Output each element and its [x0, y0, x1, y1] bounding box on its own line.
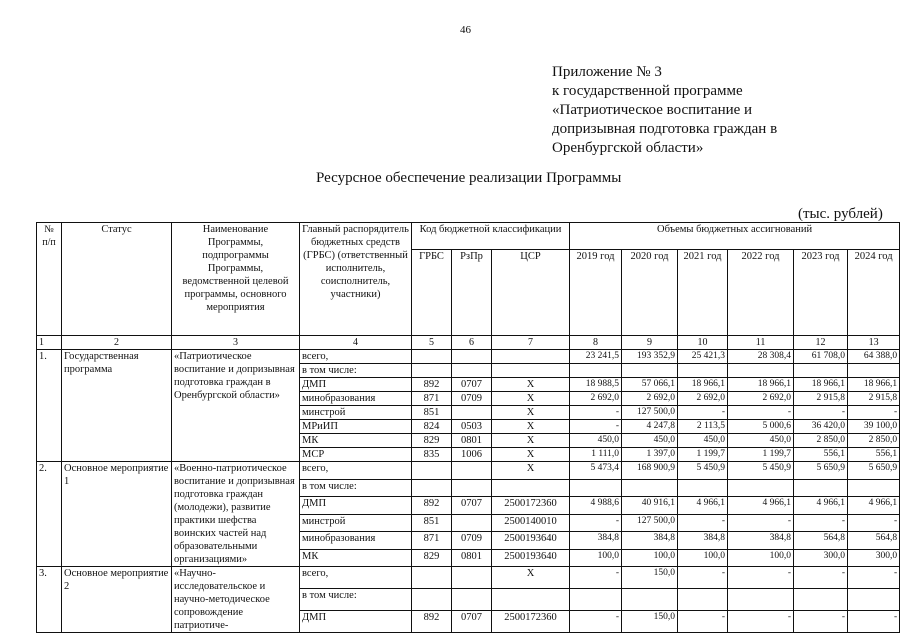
- header-status: Статус: [62, 223, 172, 336]
- row-csr-code: Х: [492, 567, 570, 589]
- row-amount: 150,0: [622, 611, 678, 633]
- row-executor: ДМП: [300, 611, 412, 633]
- table-row: [37, 462, 900, 480]
- row-amount: 4 966,1: [848, 497, 900, 515]
- row-amount: 61 708,0: [794, 350, 848, 364]
- row-grbs-code: 871: [412, 392, 452, 406]
- row-rzpr-code: [452, 462, 492, 480]
- header-year: 2021 год: [678, 250, 728, 336]
- row-csr-code: Х: [492, 462, 570, 480]
- table-row: [37, 567, 900, 589]
- row-grbs-code: [412, 462, 452, 480]
- row-amount: -: [678, 611, 728, 633]
- row-amount: 5 650,9: [794, 462, 848, 480]
- row-amount: [848, 364, 900, 378]
- row-status: Государственная программа: [62, 350, 172, 462]
- row-amount: 384,8: [678, 532, 728, 550]
- row-amount: 300,0: [848, 549, 900, 567]
- row-csr-code: 2500172360: [492, 497, 570, 515]
- row-amount: 2 850,0: [848, 434, 900, 448]
- row-amount: 18 988,5: [570, 378, 622, 392]
- row-amount: -: [794, 611, 848, 633]
- row-amount: -: [570, 406, 622, 420]
- row-executor: в том числе:: [300, 479, 412, 497]
- row-amount: -: [848, 611, 900, 633]
- row-name: «Патриотическое воспитание и допризывная подготовка граждан в Оренбургской области»: [172, 350, 300, 462]
- header-volumes-group: Объемы бюджетных ассигнований: [570, 223, 900, 250]
- row-amount: [728, 364, 794, 378]
- row-amount: -: [570, 611, 622, 633]
- row-csr-code: [492, 589, 570, 611]
- row-amount: 556,1: [794, 448, 848, 462]
- row-amount: [848, 589, 900, 611]
- row-amount: [848, 479, 900, 497]
- header-year: 2019 год: [570, 250, 622, 336]
- row-amount: -: [728, 567, 794, 589]
- appendix-line: «Патриотическое воспитание и: [552, 102, 753, 118]
- row-amount: 36 420,0: [794, 420, 848, 434]
- row-grbs-code: 892: [412, 378, 452, 392]
- row-amount: [622, 589, 678, 611]
- column-number: 8: [570, 336, 622, 350]
- appendix-line: к государственной программе: [552, 83, 743, 99]
- row-amount: 100,0: [678, 549, 728, 567]
- row-csr-code: [492, 364, 570, 378]
- header-csr: ЦСР: [492, 250, 570, 336]
- row-rzpr-code: [452, 567, 492, 589]
- row-csr-code: 2500140010: [492, 514, 570, 532]
- row-amount: 4 966,1: [728, 497, 794, 515]
- row-amount: -: [678, 406, 728, 420]
- row-grbs-code: [412, 589, 452, 611]
- row-executor: МРиИП: [300, 420, 412, 434]
- row-amount: 384,8: [728, 532, 794, 550]
- row-amount: -: [848, 406, 900, 420]
- row-amount: -: [794, 567, 848, 589]
- column-number: 1: [37, 336, 62, 350]
- row-csr-code: Х: [492, 406, 570, 420]
- row-amount: 64 388,0: [848, 350, 900, 364]
- row-amount: 1 199,7: [728, 448, 794, 462]
- row-amount: -: [848, 567, 900, 589]
- row-amount: [794, 589, 848, 611]
- column-number: 10: [678, 336, 728, 350]
- row-amount: [794, 364, 848, 378]
- column-number: 11: [728, 336, 794, 350]
- column-number: 13: [848, 336, 900, 350]
- row-amount: [570, 479, 622, 497]
- row-grbs-code: 892: [412, 497, 452, 515]
- row-rzpr-code: 0801: [452, 434, 492, 448]
- row-amount: -: [678, 567, 728, 589]
- row-amount: [794, 479, 848, 497]
- row-amount: 1 199,7: [678, 448, 728, 462]
- row-amount: 2 915,8: [794, 392, 848, 406]
- row-rzpr-code: 0709: [452, 532, 492, 550]
- row-amount: 127 500,0: [622, 514, 678, 532]
- row-amount: [678, 364, 728, 378]
- row-amount: [728, 479, 794, 497]
- row-name: «Военно-патриотическое воспитание и допризывная подготовка граждан (молодежи), развитие практики шефства воинских частей над образовательными организациями»: [172, 462, 300, 567]
- row-executor: в том числе:: [300, 589, 412, 611]
- row-executor: минстрой: [300, 514, 412, 532]
- header-grbs-main: Главный распорядитель бюджетных средств (ГРБС) (ответственный исполнитель, соисполнитель, участники): [300, 223, 412, 336]
- row-rzpr-code: 1006: [452, 448, 492, 462]
- column-number: 4: [300, 336, 412, 350]
- row-amount: 57 066,1: [622, 378, 678, 392]
- row-executor: МК: [300, 549, 412, 567]
- row-grbs-code: [412, 479, 452, 497]
- row-amount: 4 966,1: [678, 497, 728, 515]
- row-amount: [622, 479, 678, 497]
- row-amount: 100,0: [728, 549, 794, 567]
- appendix-line: Приложение № 3: [552, 64, 662, 80]
- appendix-line: допризывная подготовка граждан в: [552, 121, 778, 137]
- column-number: 12: [794, 336, 848, 350]
- row-executor: минобразования: [300, 532, 412, 550]
- row-amount: 25 421,3: [678, 350, 728, 364]
- row-amount: [622, 364, 678, 378]
- row-rzpr-code: [452, 364, 492, 378]
- header-year: 2022 год: [728, 250, 794, 336]
- row-amount: 100,0: [622, 549, 678, 567]
- row-amount: 40 916,1: [622, 497, 678, 515]
- row-amount: 556,1: [848, 448, 900, 462]
- row-csr-code: Х: [492, 392, 570, 406]
- row-rzpr-code: 0709: [452, 392, 492, 406]
- row-rzpr-code: [452, 589, 492, 611]
- row-amount: 384,8: [622, 532, 678, 550]
- row-rzpr-code: 0801: [452, 549, 492, 567]
- row-amount: 39 100,0: [848, 420, 900, 434]
- row-amount: 28 308,4: [728, 350, 794, 364]
- row-amount: 18 966,1: [728, 378, 794, 392]
- column-number-row: [37, 336, 900, 350]
- row-csr-code: [492, 350, 570, 364]
- header-year: 2023 год: [794, 250, 848, 336]
- row-amount: -: [570, 514, 622, 532]
- row-grbs-code: 824: [412, 420, 452, 434]
- row-amount: 18 966,1: [794, 378, 848, 392]
- row-amount: 2 692,0: [570, 392, 622, 406]
- column-number: 3: [172, 336, 300, 350]
- appendix-caption: [552, 63, 777, 158]
- header-year: 2024 год: [848, 250, 900, 336]
- row-grbs-code: 871: [412, 532, 452, 550]
- row-amount: -: [678, 514, 728, 532]
- row-grbs-code: [412, 364, 452, 378]
- row-executor: всего,: [300, 462, 412, 480]
- row-number: 3.: [37, 567, 62, 633]
- header-rzpr: РзПр: [452, 250, 492, 336]
- header-grbs: ГРБС: [412, 250, 452, 336]
- row-amount: -: [848, 514, 900, 532]
- row-amount: 23 241,5: [570, 350, 622, 364]
- row-number: 2.: [37, 462, 62, 567]
- page-number: 46: [460, 24, 471, 36]
- row-amount: 4 966,1: [794, 497, 848, 515]
- row-csr-code: Х: [492, 448, 570, 462]
- row-amount: 2 692,0: [678, 392, 728, 406]
- row-amount: 193 352,9: [622, 350, 678, 364]
- row-amount: 564,8: [848, 532, 900, 550]
- row-amount: -: [794, 406, 848, 420]
- row-executor: минобразования: [300, 392, 412, 406]
- column-number: 7: [492, 336, 570, 350]
- resource-table: [36, 222, 900, 633]
- units-label: (тыс. рублей): [798, 206, 883, 222]
- row-csr-code: Х: [492, 434, 570, 448]
- row-amount: 1 111,0: [570, 448, 622, 462]
- row-amount: -: [794, 514, 848, 532]
- row-csr-code: 2500193640: [492, 532, 570, 550]
- row-csr-code: [492, 479, 570, 497]
- row-amount: 5 450,9: [728, 462, 794, 480]
- row-amount: -: [570, 420, 622, 434]
- column-number: 9: [622, 336, 678, 350]
- row-amount: 100,0: [570, 549, 622, 567]
- row-status: Основное мероприятие 2: [62, 567, 172, 633]
- row-amount: [570, 364, 622, 378]
- row-csr-code: Х: [492, 420, 570, 434]
- row-grbs-code: 835: [412, 448, 452, 462]
- row-amount: [728, 589, 794, 611]
- row-amount: 168 900,9: [622, 462, 678, 480]
- header-year: 2020 год: [622, 250, 678, 336]
- header-row-top: [37, 223, 900, 250]
- row-amount: 18 966,1: [848, 378, 900, 392]
- row-executor: МСР: [300, 448, 412, 462]
- row-grbs-code: 851: [412, 514, 452, 532]
- header-code-group: Код бюджетной классификации: [412, 223, 570, 250]
- row-amount: 450,0: [728, 434, 794, 448]
- row-executor: МК: [300, 434, 412, 448]
- row-amount: 450,0: [622, 434, 678, 448]
- row-amount: -: [728, 406, 794, 420]
- appendix-line: Оренбургской области»: [552, 140, 704, 156]
- row-amount: [570, 589, 622, 611]
- row-executor: в том числе:: [300, 364, 412, 378]
- row-amount: 4 988,6: [570, 497, 622, 515]
- row-csr-code: 2500193640: [492, 549, 570, 567]
- document-title: Ресурсное обеспечение реализации Программы: [316, 170, 622, 186]
- row-amount: 2 850,0: [794, 434, 848, 448]
- row-amount: 2 113,5: [678, 420, 728, 434]
- row-number: 1.: [37, 350, 62, 462]
- row-grbs-code: [412, 350, 452, 364]
- row-amount: 5 650,9: [848, 462, 900, 480]
- row-amount: 450,0: [570, 434, 622, 448]
- row-csr-code: 2500172360: [492, 611, 570, 633]
- table-row: [37, 350, 900, 364]
- row-rzpr-code: 0707: [452, 378, 492, 392]
- row-amount: 564,8: [794, 532, 848, 550]
- row-rzpr-code: 0707: [452, 611, 492, 633]
- row-amount: 150,0: [622, 567, 678, 589]
- row-name: «Научно-исследовательское и научно-методическое сопровождение патриотиче-: [172, 567, 300, 633]
- row-status: Основное мероприятие 1: [62, 462, 172, 567]
- row-executor: всего,: [300, 567, 412, 589]
- header-num: № п/п: [37, 223, 62, 336]
- row-amount: 1 397,0: [622, 448, 678, 462]
- row-grbs-code: 829: [412, 434, 452, 448]
- row-rzpr-code: [452, 514, 492, 532]
- row-executor: ДМП: [300, 378, 412, 392]
- column-number: 6: [452, 336, 492, 350]
- row-amount: 5 473,4: [570, 462, 622, 480]
- row-amount: -: [728, 514, 794, 532]
- row-rzpr-code: 0707: [452, 497, 492, 515]
- row-executor: всего,: [300, 350, 412, 364]
- row-executor: ДМП: [300, 497, 412, 515]
- row-amount: 4 247,8: [622, 420, 678, 434]
- row-grbs-code: 892: [412, 611, 452, 633]
- row-rzpr-code: 0503: [452, 420, 492, 434]
- column-number: 5: [412, 336, 452, 350]
- row-grbs-code: 851: [412, 406, 452, 420]
- header-name: Наименование Программы, подпрограммы Программы, ведомственной целевой программы, основного мероприятия: [172, 223, 300, 336]
- row-grbs-code: [412, 567, 452, 589]
- row-amount: 2 915,8: [848, 392, 900, 406]
- row-amount: 5 000,6: [728, 420, 794, 434]
- row-amount: -: [570, 567, 622, 589]
- row-amount: 18 966,1: [678, 378, 728, 392]
- row-amount: 2 692,0: [728, 392, 794, 406]
- row-executor: минстрой: [300, 406, 412, 420]
- row-amount: 450,0: [678, 434, 728, 448]
- row-amount: 2 692,0: [622, 392, 678, 406]
- row-amount: 5 450,9: [678, 462, 728, 480]
- row-rzpr-code: [452, 350, 492, 364]
- row-amount: [678, 479, 728, 497]
- row-amount: -: [728, 611, 794, 633]
- row-rzpr-code: [452, 406, 492, 420]
- row-amount: [678, 589, 728, 611]
- row-amount: 384,8: [570, 532, 622, 550]
- row-rzpr-code: [452, 479, 492, 497]
- row-csr-code: Х: [492, 378, 570, 392]
- row-amount: 127 500,0: [622, 406, 678, 420]
- column-number: 2: [62, 336, 172, 350]
- row-grbs-code: 829: [412, 549, 452, 567]
- row-amount: 300,0: [794, 549, 848, 567]
